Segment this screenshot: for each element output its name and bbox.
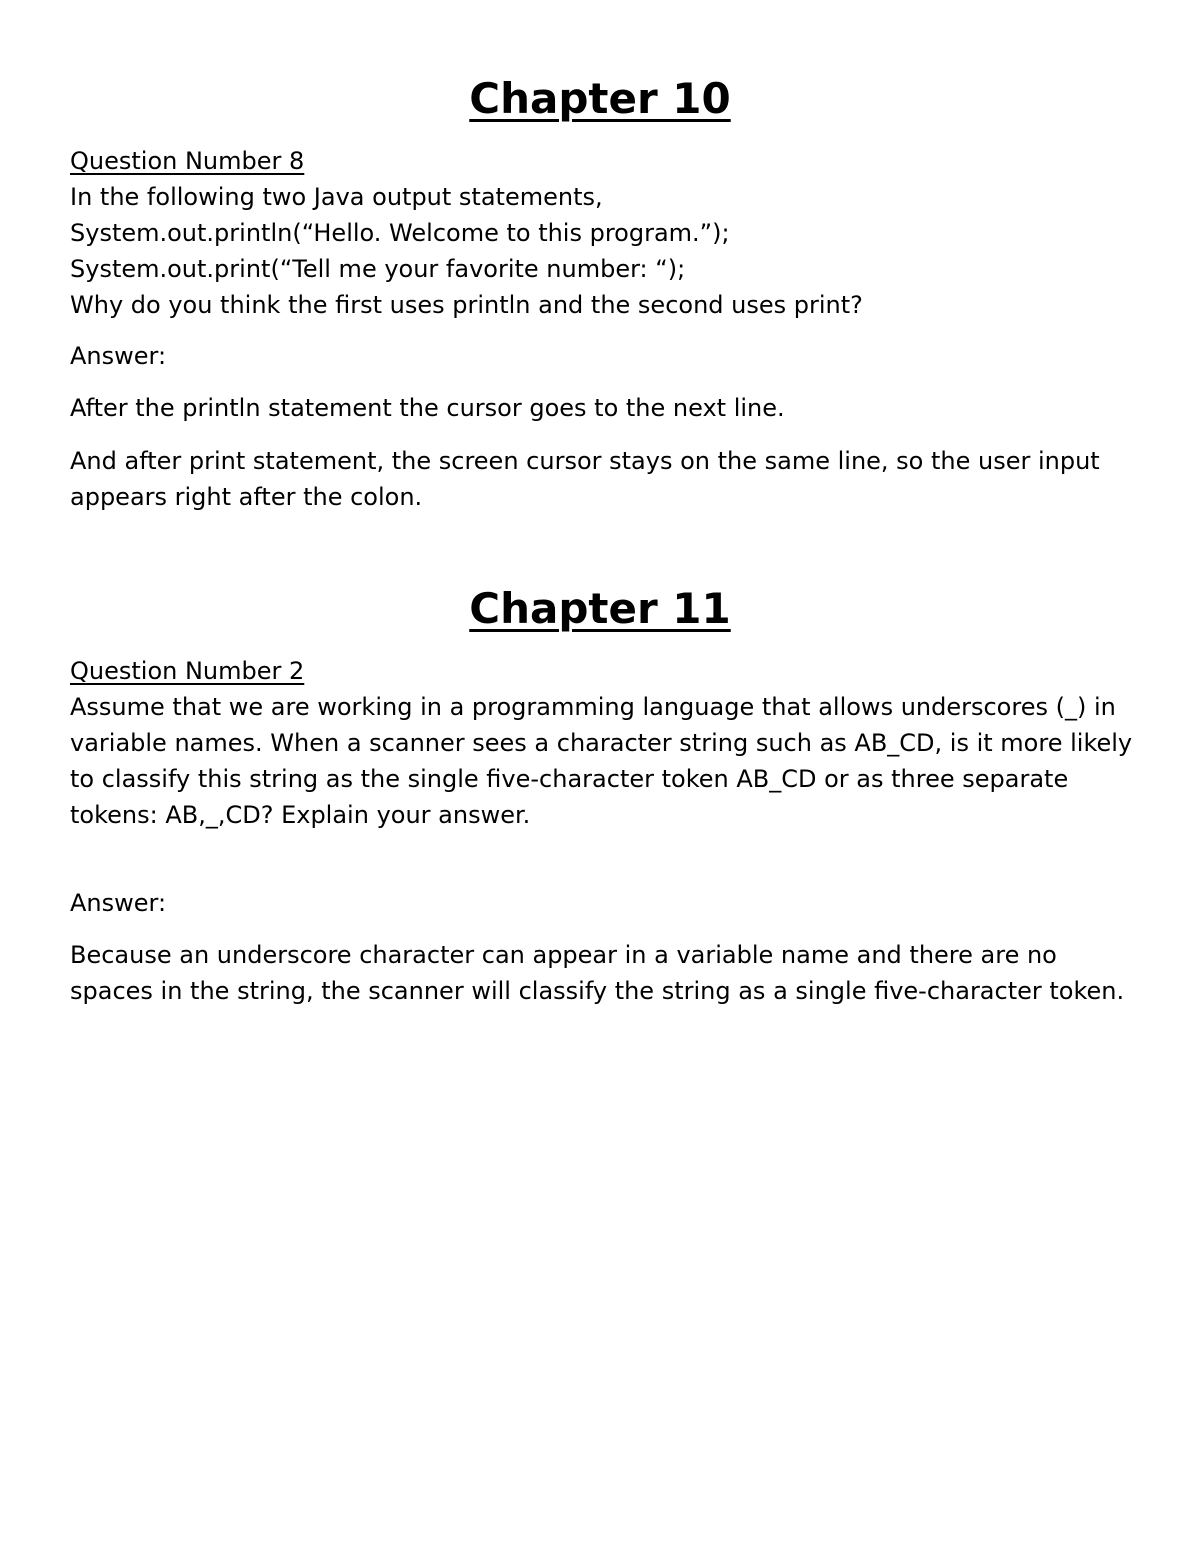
chapter-10-answer-paragraph: And after print statement, the screen cursor stays on the same line, so the user input appears right after the colon. [70,447,1100,511]
chapter-10-title: Chapter 10 [469,74,731,123]
chapter-10-answer-paragraph: After the println statement the cursor goes to the next line. [70,394,785,422]
chapter-10-question-line: System.out.println(“Hello. Welcome to this program.”); [70,219,730,247]
chapter-11-title: Chapter 11 [469,584,731,633]
chapter-11-answer-text: Because an underscore character can appear in a variable name and there are no spaces in the string, the scanner will classify the string as a single five-character token. [70,941,1125,1005]
chapter-10-question [70,143,1140,323]
chapter-10-answer-label: Answer: [70,342,167,370]
chapter-10-question-line: Why do you think the first uses println and the second uses print? [70,291,863,319]
chapter-10-question-label: Question Number 8 [70,147,305,175]
chapter-11-question [70,653,1140,833]
chapter-11-question-text: Assume that we are working in a programming language that allows underscores (_) in variable names. When a scanner sees a character string such as AB_CD, is it more likely to classify this string as the single five-character token AB_CD or as three separate tokens: AB,_,CD? Explain your answer. [70,693,1133,829]
chapter-11-question-label: Question Number 2 [70,657,305,685]
chapter-11-answer-label: Answer: [70,889,167,917]
chapter-10-question-line: System.out.print(“Tell me your favorite number: “); [70,255,686,283]
chapter-10-question-line: In the following two Java output statements, [70,183,603,211]
